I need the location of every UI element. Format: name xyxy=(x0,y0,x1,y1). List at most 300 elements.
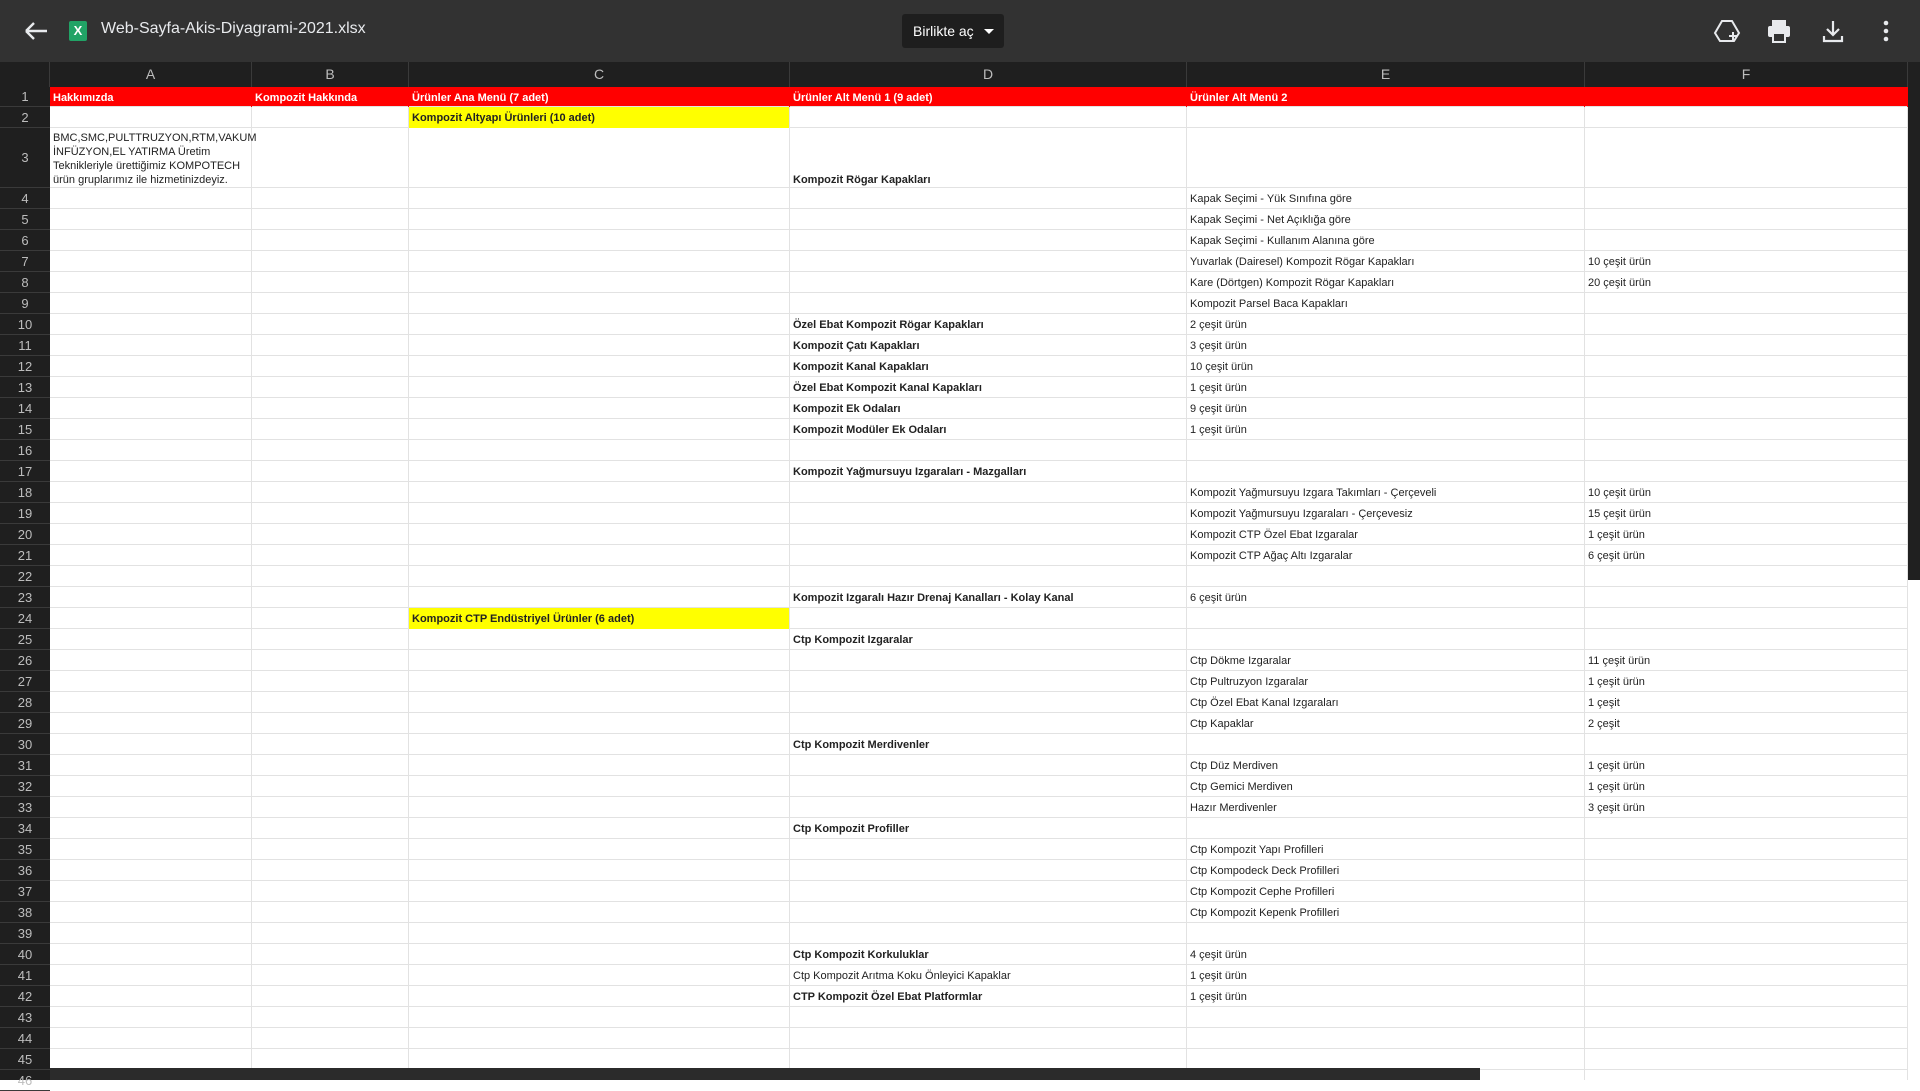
cell-c40[interactable] xyxy=(409,944,790,965)
cell-a17[interactable] xyxy=(50,461,252,482)
cell-e31[interactable]: Ctp Düz Merdiven xyxy=(1187,755,1585,776)
cell-e30[interactable] xyxy=(1187,734,1585,755)
cell-a31[interactable] xyxy=(50,755,252,776)
cell-b32[interactable] xyxy=(252,776,409,797)
cell-a27[interactable] xyxy=(50,671,252,692)
cell-f13[interactable] xyxy=(1585,377,1908,398)
cell-a32[interactable] xyxy=(50,776,252,797)
cell-a40[interactable] xyxy=(50,944,252,965)
row-header-10[interactable]: 10 xyxy=(0,314,50,335)
row-header-22[interactable]: 22 xyxy=(0,566,50,587)
row-header-35[interactable]: 35 xyxy=(0,839,50,860)
cell-b23[interactable] xyxy=(252,587,409,608)
cell-b15[interactable] xyxy=(252,419,409,440)
cell-b12[interactable] xyxy=(252,356,409,377)
cell-e6[interactable]: Kapak Seçimi - Kullanım Alanına göre xyxy=(1187,230,1585,251)
cell-d13[interactable]: Özel Ebat Kompozit Kanal Kapakları xyxy=(790,377,1187,398)
cell-f14[interactable] xyxy=(1585,398,1908,419)
cell-f22[interactable] xyxy=(1585,566,1908,587)
cell-d5[interactable] xyxy=(790,209,1187,230)
cell-b17[interactable] xyxy=(252,461,409,482)
cell-a15[interactable] xyxy=(50,419,252,440)
cell-d9[interactable] xyxy=(790,293,1187,314)
cell-c6[interactable] xyxy=(409,230,790,251)
cell-a37[interactable] xyxy=(50,881,252,902)
row-header-5[interactable]: 5 xyxy=(0,209,50,230)
cell-c11[interactable] xyxy=(409,335,790,356)
cell-b26[interactable] xyxy=(252,650,409,671)
cell-d26[interactable] xyxy=(790,650,1187,671)
cell-b44[interactable] xyxy=(252,1028,409,1049)
cell-c9[interactable] xyxy=(409,293,790,314)
row-header-38[interactable]: 38 xyxy=(0,902,50,923)
row-header-25[interactable]: 25 xyxy=(0,629,50,650)
cell-a36[interactable] xyxy=(50,860,252,881)
cell-c31[interactable] xyxy=(409,755,790,776)
column-header-f[interactable]: F xyxy=(1585,62,1908,87)
cell-d18[interactable] xyxy=(790,482,1187,503)
cell-a29[interactable] xyxy=(50,713,252,734)
cell-c16[interactable] xyxy=(409,440,790,461)
cell-d35[interactable] xyxy=(790,839,1187,860)
cell-f28[interactable]: 1 çeşit xyxy=(1585,692,1908,713)
cell-c8[interactable] xyxy=(409,272,790,293)
cell-f7[interactable]: 10 çeşit ürün xyxy=(1585,251,1908,272)
cell-d2[interactable] xyxy=(790,107,1187,128)
cell-e17[interactable] xyxy=(1187,461,1585,482)
cell-c4[interactable] xyxy=(409,188,790,209)
cell-f33[interactable]: 3 çeşit ürün xyxy=(1585,797,1908,818)
cell-e5[interactable]: Kapak Seçimi - Net Açıklığa göre xyxy=(1187,209,1585,230)
row-header-21[interactable]: 21 xyxy=(0,545,50,566)
cell-b11[interactable] xyxy=(252,335,409,356)
cell-d1[interactable]: Ürünler Alt Menü 1 (9 adet) xyxy=(790,87,1187,107)
cell-d19[interactable] xyxy=(790,503,1187,524)
cell-b30[interactable] xyxy=(252,734,409,755)
row-header-36[interactable]: 36 xyxy=(0,860,50,881)
cell-e23[interactable]: 6 çeşit ürün xyxy=(1187,587,1585,608)
cell-b31[interactable] xyxy=(252,755,409,776)
cell-b8[interactable] xyxy=(252,272,409,293)
row-header-41[interactable]: 41 xyxy=(0,965,50,986)
cell-c24[interactable]: Kompozit CTP Endüstriyel Ürünler (6 adet) xyxy=(409,608,790,629)
cell-e4[interactable]: Kapak Seçimi - Yük Sınıfına göre xyxy=(1187,188,1585,209)
cell-d8[interactable] xyxy=(790,272,1187,293)
cell-b41[interactable] xyxy=(252,965,409,986)
cell-b42[interactable] xyxy=(252,986,409,1007)
cell-b7[interactable] xyxy=(252,251,409,272)
cell-e36[interactable]: Ctp Kompodeck Deck Profilleri xyxy=(1187,860,1585,881)
cell-e1[interactable]: Ürünler Alt Menü 2 xyxy=(1187,87,1585,107)
cell-b5[interactable] xyxy=(252,209,409,230)
cell-a10[interactable] xyxy=(50,314,252,335)
cell-f8[interactable]: 20 çeşit ürün xyxy=(1585,272,1908,293)
horizontal-scrollbar[interactable] xyxy=(50,1068,1480,1080)
cell-a6[interactable] xyxy=(50,230,252,251)
cell-c33[interactable] xyxy=(409,797,790,818)
cell-b34[interactable] xyxy=(252,818,409,839)
cell-c29[interactable] xyxy=(409,713,790,734)
cell-a24[interactable] xyxy=(50,608,252,629)
cell-c15[interactable] xyxy=(409,419,790,440)
cell-d43[interactable] xyxy=(790,1007,1187,1028)
cell-c34[interactable] xyxy=(409,818,790,839)
cell-f45[interactable] xyxy=(1585,1049,1908,1070)
cell-e26[interactable]: Ctp Dökme Izgaralar xyxy=(1187,650,1585,671)
cell-c14[interactable] xyxy=(409,398,790,419)
cell-b24[interactable] xyxy=(252,608,409,629)
cell-e20[interactable]: Kompozit CTP Özel Ebat Izgaralar xyxy=(1187,524,1585,545)
row-header-42[interactable]: 42 xyxy=(0,986,50,1007)
cell-f3[interactable] xyxy=(1585,128,1908,188)
row-header-6[interactable]: 6 xyxy=(0,230,50,251)
cell-b18[interactable] xyxy=(252,482,409,503)
cell-c42[interactable] xyxy=(409,986,790,1007)
cell-e25[interactable] xyxy=(1187,629,1585,650)
cell-c17[interactable] xyxy=(409,461,790,482)
row-header-14[interactable]: 14 xyxy=(0,398,50,419)
row-header-45[interactable]: 45 xyxy=(0,1049,50,1070)
cell-f31[interactable]: 1 çeşit ürün xyxy=(1585,755,1908,776)
cell-a23[interactable] xyxy=(50,587,252,608)
cell-b37[interactable] xyxy=(252,881,409,902)
cell-f15[interactable] xyxy=(1585,419,1908,440)
cell-b33[interactable] xyxy=(252,797,409,818)
cell-b14[interactable] xyxy=(252,398,409,419)
cell-f17[interactable] xyxy=(1585,461,1908,482)
cell-a4[interactable] xyxy=(50,188,252,209)
cell-d36[interactable] xyxy=(790,860,1187,881)
cell-f38[interactable] xyxy=(1585,902,1908,923)
row-header-3[interactable]: 3 xyxy=(0,128,50,188)
cell-d22[interactable] xyxy=(790,566,1187,587)
cell-c21[interactable] xyxy=(409,545,790,566)
select-all-corner[interactable] xyxy=(0,62,50,87)
cell-d21[interactable] xyxy=(790,545,1187,566)
cell-c5[interactable] xyxy=(409,209,790,230)
cell-d15[interactable]: Kompozit Modüler Ek Odaları xyxy=(790,419,1187,440)
row-header-43[interactable]: 43 xyxy=(0,1007,50,1028)
cell-c35[interactable] xyxy=(409,839,790,860)
cell-e3[interactable] xyxy=(1187,128,1585,188)
cell-c23[interactable] xyxy=(409,587,790,608)
cell-e21[interactable]: Kompozit CTP Ağaç Altı Izgaralar xyxy=(1187,545,1585,566)
cell-b21[interactable] xyxy=(252,545,409,566)
cell-b28[interactable] xyxy=(252,692,409,713)
cell-d28[interactable] xyxy=(790,692,1187,713)
cell-b19[interactable] xyxy=(252,503,409,524)
cell-b10[interactable] xyxy=(252,314,409,335)
cell-a41[interactable] xyxy=(50,965,252,986)
cell-b43[interactable] xyxy=(252,1007,409,1028)
cell-a5[interactable] xyxy=(50,209,252,230)
cell-a28[interactable] xyxy=(50,692,252,713)
cell-d6[interactable] xyxy=(790,230,1187,251)
row-header-27[interactable]: 27 xyxy=(0,671,50,692)
cell-a7[interactable] xyxy=(50,251,252,272)
row-header-24[interactable]: 24 xyxy=(0,608,50,629)
cell-c2[interactable]: Kompozit Altyapı Ürünleri (10 adet) xyxy=(409,107,790,128)
cell-b6[interactable] xyxy=(252,230,409,251)
cell-f35[interactable] xyxy=(1585,839,1908,860)
cell-c20[interactable] xyxy=(409,524,790,545)
cell-e7[interactable]: Yuvarlak (Dairesel) Kompozit Rögar Kapakları xyxy=(1187,251,1585,272)
cell-e33[interactable]: Hazır Merdivenler xyxy=(1187,797,1585,818)
cell-c25[interactable] xyxy=(409,629,790,650)
download-icon[interactable] xyxy=(1819,17,1847,45)
cell-a3[interactable]: BMC,SMC,PULTTRUZYON,RTM,VAKUM İNFÜZYON,EL YATIRMA Üretim Teknikleriyle ürettiğimiz KOMPOTECH ürün gruplarımız ile hizmetinizdeyiz. xyxy=(50,128,252,188)
cell-c3[interactable] xyxy=(409,128,790,188)
cell-a2[interactable] xyxy=(50,107,252,128)
cell-a11[interactable] xyxy=(50,335,252,356)
cell-b22[interactable] xyxy=(252,566,409,587)
add-to-drive-icon[interactable] xyxy=(1713,17,1741,45)
row-header-34[interactable]: 34 xyxy=(0,818,50,839)
cell-e8[interactable]: Kare (Dörtgen) Kompozit Rögar Kapakları xyxy=(1187,272,1585,293)
cell-e27[interactable]: Ctp Pultruzyon Izgaralar xyxy=(1187,671,1585,692)
cell-f9[interactable] xyxy=(1585,293,1908,314)
cell-e28[interactable]: Ctp Özel Ebat Kanal Izgaraları xyxy=(1187,692,1585,713)
cell-f27[interactable]: 1 çeşit ürün xyxy=(1585,671,1908,692)
cell-f26[interactable]: 11 çeşit ürün xyxy=(1585,650,1908,671)
cell-c27[interactable] xyxy=(409,671,790,692)
cell-a45[interactable] xyxy=(50,1049,252,1070)
cell-a22[interactable] xyxy=(50,566,252,587)
cell-b45[interactable] xyxy=(252,1049,409,1070)
cell-e16[interactable] xyxy=(1187,440,1585,461)
cell-e14[interactable]: 9 çeşit ürün xyxy=(1187,398,1585,419)
cell-d31[interactable] xyxy=(790,755,1187,776)
cell-a21[interactable] xyxy=(50,545,252,566)
row-header-39[interactable]: 39 xyxy=(0,923,50,944)
cell-a14[interactable] xyxy=(50,398,252,419)
cell-c37[interactable] xyxy=(409,881,790,902)
cell-a25[interactable] xyxy=(50,629,252,650)
cell-c39[interactable] xyxy=(409,923,790,944)
row-header-32[interactable]: 32 xyxy=(0,776,50,797)
cell-f42[interactable] xyxy=(1585,986,1908,1007)
row-header-2[interactable]: 2 xyxy=(0,107,50,128)
row-header-29[interactable]: 29 xyxy=(0,713,50,734)
cell-b36[interactable] xyxy=(252,860,409,881)
cell-c32[interactable] xyxy=(409,776,790,797)
cell-d17[interactable]: Kompozit Yağmursuyu Izgaraları - Mazgalları xyxy=(790,461,1187,482)
cell-c45[interactable] xyxy=(409,1049,790,1070)
cell-a38[interactable] xyxy=(50,902,252,923)
cell-a19[interactable] xyxy=(50,503,252,524)
cell-d44[interactable] xyxy=(790,1028,1187,1049)
cell-d12[interactable]: Kompozit Kanal Kapakları xyxy=(790,356,1187,377)
cell-f24[interactable] xyxy=(1585,608,1908,629)
cell-a26[interactable] xyxy=(50,650,252,671)
cell-f36[interactable] xyxy=(1585,860,1908,881)
cell-b13[interactable] xyxy=(252,377,409,398)
cell-b25[interactable] xyxy=(252,629,409,650)
row-header-40[interactable]: 40 xyxy=(0,944,50,965)
row-header-13[interactable]: 13 xyxy=(0,377,50,398)
column-header-e[interactable]: E xyxy=(1187,62,1585,87)
cell-c7[interactable] xyxy=(409,251,790,272)
cell-e42[interactable]: 1 çeşit ürün xyxy=(1187,986,1585,1007)
cell-d29[interactable] xyxy=(790,713,1187,734)
row-header-20[interactable]: 20 xyxy=(0,524,50,545)
cell-e44[interactable] xyxy=(1187,1028,1585,1049)
column-header-d[interactable]: D xyxy=(790,62,1187,87)
row-header-17[interactable]: 17 xyxy=(0,461,50,482)
cell-e19[interactable]: Kompozit Yağmursuyu Izgaraları - Çerçevesiz xyxy=(1187,503,1585,524)
cell-a35[interactable] xyxy=(50,839,252,860)
cell-b9[interactable] xyxy=(252,293,409,314)
cell-d40[interactable]: Ctp Kompozit Korkuluklar xyxy=(790,944,1187,965)
cell-d37[interactable] xyxy=(790,881,1187,902)
cell-f2[interactable] xyxy=(1585,107,1908,128)
column-header-b[interactable]: B xyxy=(252,62,409,87)
cell-f10[interactable] xyxy=(1585,314,1908,335)
cell-c19[interactable] xyxy=(409,503,790,524)
cell-e41[interactable]: 1 çeşit ürün xyxy=(1187,965,1585,986)
cell-b35[interactable] xyxy=(252,839,409,860)
row-header-28[interactable]: 28 xyxy=(0,692,50,713)
cell-d27[interactable] xyxy=(790,671,1187,692)
row-header-23[interactable]: 23 xyxy=(0,587,50,608)
cell-a20[interactable] xyxy=(50,524,252,545)
cell-f16[interactable] xyxy=(1585,440,1908,461)
row-header-19[interactable]: 19 xyxy=(0,503,50,524)
cell-b16[interactable] xyxy=(252,440,409,461)
cell-d20[interactable] xyxy=(790,524,1187,545)
cell-a43[interactable] xyxy=(50,1007,252,1028)
cell-b2[interactable] xyxy=(252,107,409,128)
cell-c10[interactable] xyxy=(409,314,790,335)
cell-b1[interactable]: Kompozit Hakkında xyxy=(252,87,409,107)
row-header-46[interactable]: 46 xyxy=(0,1070,50,1091)
cell-e9[interactable]: Kompozit Parsel Baca Kapakları xyxy=(1187,293,1585,314)
cell-b20[interactable] xyxy=(252,524,409,545)
row-header-7[interactable]: 7 xyxy=(0,251,50,272)
back-arrow-icon[interactable] xyxy=(20,19,50,43)
more-vert-icon[interactable] xyxy=(1872,17,1900,45)
row-header-12[interactable]: 12 xyxy=(0,356,50,377)
cell-a9[interactable] xyxy=(50,293,252,314)
column-header-a[interactable]: A xyxy=(50,62,252,87)
cell-b29[interactable] xyxy=(252,713,409,734)
cell-f44[interactable] xyxy=(1585,1028,1908,1049)
cell-e2[interactable] xyxy=(1187,107,1585,128)
cell-e40[interactable]: 4 çeşit ürün xyxy=(1187,944,1585,965)
cell-f11[interactable] xyxy=(1585,335,1908,356)
cell-d7[interactable] xyxy=(790,251,1187,272)
cell-e32[interactable]: Ctp Gemici Merdiven xyxy=(1187,776,1585,797)
row-header-15[interactable]: 15 xyxy=(0,419,50,440)
cell-b3[interactable] xyxy=(252,128,409,188)
row-header-33[interactable]: 33 xyxy=(0,797,50,818)
cell-c36[interactable] xyxy=(409,860,790,881)
row-header-8[interactable]: 8 xyxy=(0,272,50,293)
cell-c38[interactable] xyxy=(409,902,790,923)
row-header-11[interactable]: 11 xyxy=(0,335,50,356)
cell-f20[interactable]: 1 çeşit ürün xyxy=(1585,524,1908,545)
cell-d45[interactable] xyxy=(790,1049,1187,1070)
row-header-4[interactable]: 4 xyxy=(0,188,50,209)
cell-a13[interactable] xyxy=(50,377,252,398)
cell-d38[interactable] xyxy=(790,902,1187,923)
cell-a39[interactable] xyxy=(50,923,252,944)
cell-c30[interactable] xyxy=(409,734,790,755)
cell-f29[interactable]: 2 çeşit xyxy=(1585,713,1908,734)
cell-e24[interactable] xyxy=(1187,608,1585,629)
row-header-26[interactable]: 26 xyxy=(0,650,50,671)
cell-c44[interactable] xyxy=(409,1028,790,1049)
cell-b4[interactable] xyxy=(252,188,409,209)
cell-a8[interactable] xyxy=(50,272,252,293)
sheet-grid[interactable] xyxy=(50,87,1908,1080)
cell-d32[interactable] xyxy=(790,776,1187,797)
cell-a18[interactable] xyxy=(50,482,252,503)
cell-b27[interactable] xyxy=(252,671,409,692)
cell-c22[interactable] xyxy=(409,566,790,587)
cell-f5[interactable] xyxy=(1585,209,1908,230)
cell-e39[interactable] xyxy=(1187,923,1585,944)
row-header-30[interactable]: 30 xyxy=(0,734,50,755)
cell-f23[interactable] xyxy=(1585,587,1908,608)
cell-c41[interactable] xyxy=(409,965,790,986)
cell-b39[interactable] xyxy=(252,923,409,944)
cell-e22[interactable] xyxy=(1187,566,1585,587)
cell-d42[interactable]: CTP Kompozit Özel Ebat Platformlar xyxy=(790,986,1187,1007)
cell-f37[interactable] xyxy=(1585,881,1908,902)
cell-e11[interactable]: 3 çeşit ürün xyxy=(1187,335,1585,356)
vertical-scrollbar[interactable] xyxy=(1908,62,1920,580)
cell-d34[interactable]: Ctp Kompozit Profiller xyxy=(790,818,1187,839)
cell-e37[interactable]: Ctp Kompozit Cephe Profilleri xyxy=(1187,881,1585,902)
cell-c43[interactable] xyxy=(409,1007,790,1028)
cell-f18[interactable]: 10 çeşit ürün xyxy=(1585,482,1908,503)
cell-d24[interactable] xyxy=(790,608,1187,629)
cell-b38[interactable] xyxy=(252,902,409,923)
cell-c12[interactable] xyxy=(409,356,790,377)
cell-f25[interactable] xyxy=(1585,629,1908,650)
row-header-1[interactable]: 1 xyxy=(0,87,50,107)
cell-e18[interactable]: Kompozit Yağmursuyu Izgara Takımları - Çerçeveli xyxy=(1187,482,1585,503)
print-icon[interactable] xyxy=(1765,17,1793,45)
cell-e13[interactable]: 1 çeşit ürün xyxy=(1187,377,1585,398)
cell-c13[interactable] xyxy=(409,377,790,398)
cell-f1[interactable] xyxy=(1585,87,1908,107)
cell-f30[interactable] xyxy=(1585,734,1908,755)
cell-f39[interactable] xyxy=(1585,923,1908,944)
cell-e45[interactable] xyxy=(1187,1049,1585,1070)
cell-d14[interactable]: Kompozit Ek Odaları xyxy=(790,398,1187,419)
cell-a33[interactable] xyxy=(50,797,252,818)
cell-a34[interactable] xyxy=(50,818,252,839)
cell-d16[interactable] xyxy=(790,440,1187,461)
row-header-31[interactable]: 31 xyxy=(0,755,50,776)
cell-f19[interactable]: 15 çeşit ürün xyxy=(1585,503,1908,524)
cell-c28[interactable] xyxy=(409,692,790,713)
row-header-9[interactable]: 9 xyxy=(0,293,50,314)
cell-a16[interactable] xyxy=(50,440,252,461)
cell-d39[interactable] xyxy=(790,923,1187,944)
cell-a42[interactable] xyxy=(50,986,252,1007)
cell-d10[interactable]: Özel Ebat Kompozit Rögar Kapakları xyxy=(790,314,1187,335)
column-header-c[interactable]: C xyxy=(409,62,790,87)
cell-e15[interactable]: 1 çeşit ürün xyxy=(1187,419,1585,440)
cell-f32[interactable]: 1 çeşit ürün xyxy=(1585,776,1908,797)
row-header-18[interactable]: 18 xyxy=(0,482,50,503)
cell-a30[interactable] xyxy=(50,734,252,755)
cell-f40[interactable] xyxy=(1585,944,1908,965)
cell-d23[interactable]: Kompozit Izgaralı Hazır Drenaj Kanalları - Kolay Kanal xyxy=(790,587,1187,608)
